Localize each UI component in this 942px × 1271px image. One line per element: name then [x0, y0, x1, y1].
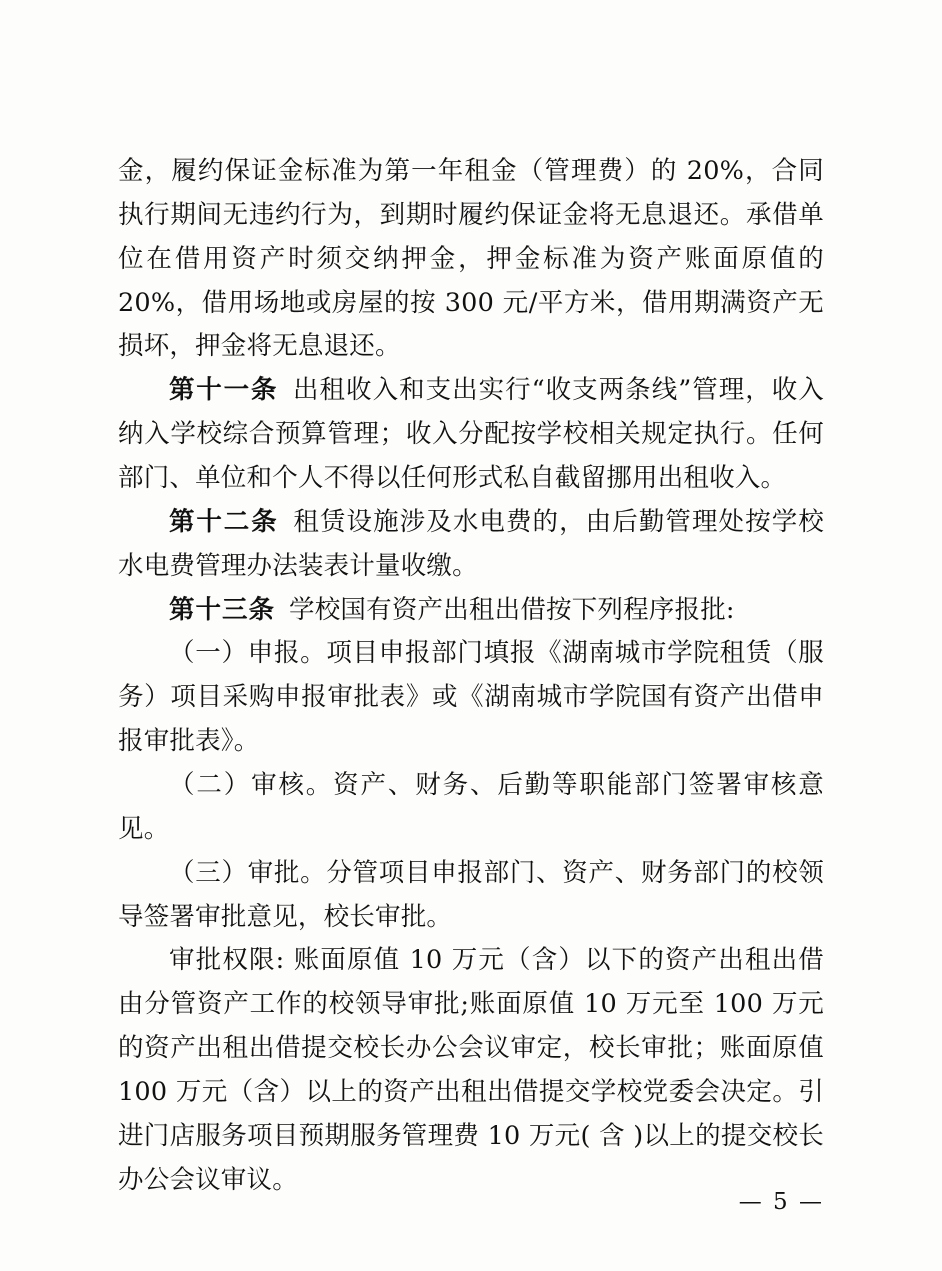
article-lead-11: 第十一条 [169, 375, 279, 406]
paragraph-text: （一）申报。项目申报部门填报《湖南城市学院租赁（服务）项目采购申报审批表》或《湖南城市学院国有资产出借申报审批表》。 [118, 638, 824, 757]
paragraph-approval-authority [118, 939, 824, 1202]
paragraph-text: 学校国有资产出租出借按下列程序报批: [289, 594, 735, 625]
document-body [118, 150, 824, 1203]
paragraph-text: （二）审核。资产、财务、后勤等职能部门签署审核意见。 [118, 770, 824, 844]
article-lead-12: 第十二条 [169, 506, 279, 537]
paragraph-item-3 [118, 852, 824, 940]
paragraph-item-2 [118, 764, 824, 852]
paragraph-article-13 [118, 589, 824, 633]
paragraph-text: （三）审批。分管项目申报部门、资产、财务部门的校领导签署审批意见，校长审批。 [118, 857, 824, 932]
paragraph-text: 审批权限: 账面原值 10 万元（含）以下的资产出租出借由分管资产工作的校领导审批;账面原值 10 万元至 100 万元的资产出租出借提交校长办公会议审定，校长审批；账面原值 100 万元（含）以上的资产出租出借提交学校党委会决定。引进门店服务项目预期服务管理费 10 万元( 含 )以上的提交校长办公会议审议。 [118, 945, 824, 1195]
paragraph-text: 金，履约保证金标准为第一年租金（管理费）的 20%，合同执行期间无违约行为，到期时履约保证金将无息退还。承借单位在借用资产时须交纳押金，押金标准为资产账面原值的 20%，借用场地或房屋的按 300 元/平方米，借用期满资产无损坏，押金将无息退还。 [118, 156, 824, 362]
page-number: — 5 — [738, 1189, 824, 1215]
paragraph-article-11 [118, 369, 824, 501]
paragraph-item-1 [118, 632, 824, 764]
paragraph-deposit-continued [118, 150, 824, 369]
paragraph-text: 租赁设施涉及水电费的，由后勤管理处按学校水电费管理办法装表计量收缴。 [118, 506, 824, 581]
paragraph-text: 出租收入和支出实行“收支两条线”管理，收入纳入学校综合预算管理；收入分配按学校相关规定执行。任何部门、单位和个人不得以任何形式私自截留挪用出租收入。 [118, 375, 824, 494]
paragraph-article-12 [118, 501, 824, 589]
article-lead-13: 第十三条 [169, 594, 276, 625]
